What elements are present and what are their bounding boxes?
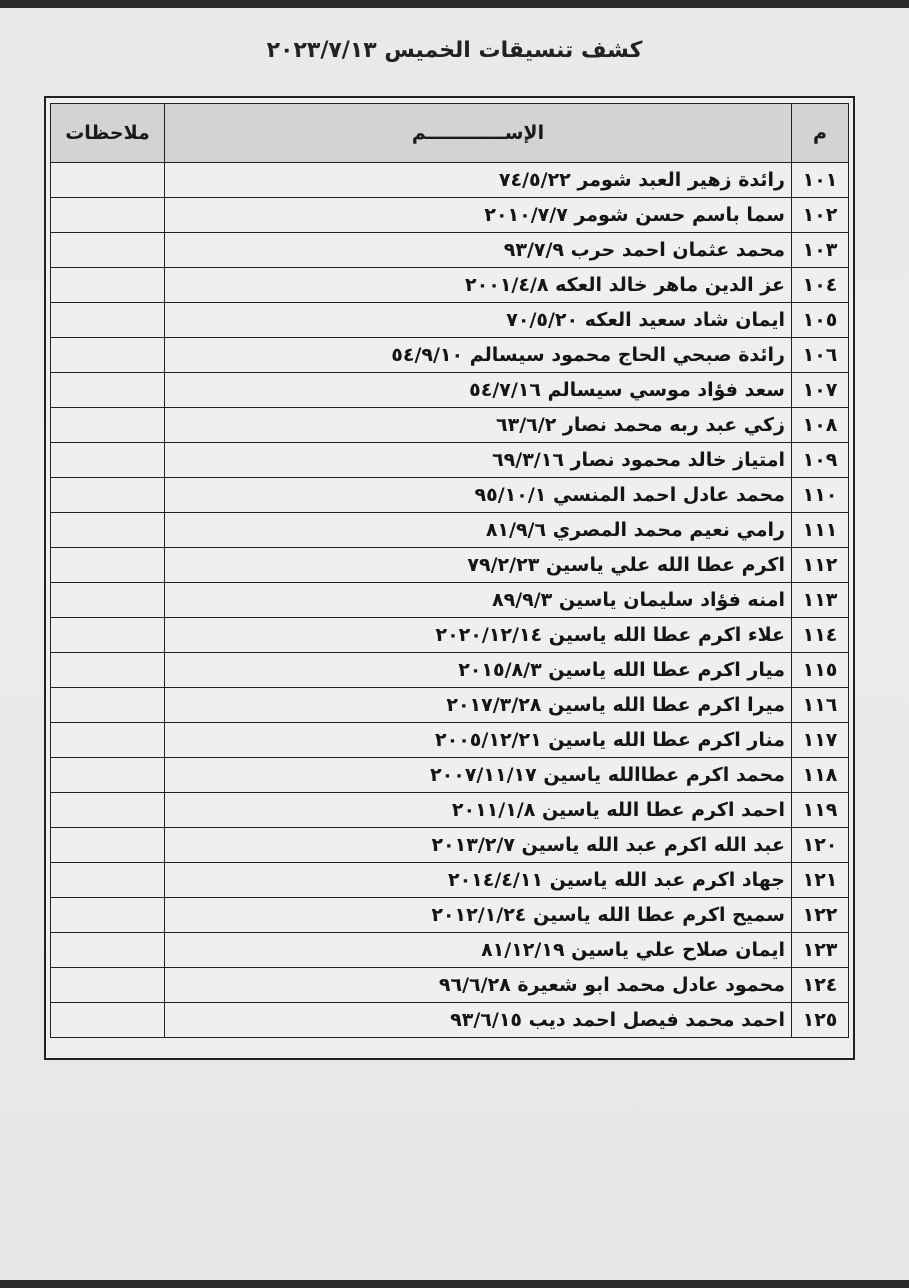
row-name-date: ايمان شاد سعيد العكه ٧٠/٥/٢٠ [165,303,792,338]
paper-page [0,8,909,1280]
row-notes [51,688,165,723]
table-row [51,793,849,828]
row-name-date: سميح اكرم عطا الله ياسين ٢٠١٢/١/٢٤ [165,898,792,933]
row-name-date: محمد عادل احمد المنسي ٩٥/١٠/١ [165,478,792,513]
table-row [51,758,849,793]
row-notes [51,723,165,758]
row-name-date: عبد الله اكرم عبد الله ياسين ٢٠١٣/٢/٧ [165,828,792,863]
row-number: ١١٩ [792,793,849,828]
table-row [51,653,849,688]
row-notes [51,828,165,863]
row-notes [51,1003,165,1038]
row-number: ١٢١ [792,863,849,898]
row-notes [51,338,165,373]
row-name-date: احمد محمد فيصل احمد ديب ٩٣/٦/١٥ [165,1003,792,1038]
row-name-date: سما باسم حسن شومر ٢٠١٠/٧/٧ [165,198,792,233]
table-row [51,338,849,373]
row-notes [51,548,165,583]
row-name-date: جهاد اكرم عبد الله ياسين ٢٠١٤/٤/١١ [165,863,792,898]
coordination-table [50,103,849,1038]
row-notes [51,373,165,408]
row-number: ١٢٢ [792,898,849,933]
table-row [51,373,849,408]
table-row [51,828,849,863]
row-name-date: رائدة صبحي الحاج محمود سيسالم ٥٤/٩/١٠ [165,338,792,373]
row-number: ١٠٨ [792,408,849,443]
table-row [51,863,849,898]
table-row [51,968,849,1003]
header-notes: ملاحظات [51,104,165,163]
table-header-row [51,104,849,163]
row-name-date: ايمان صلاح علي ياسين ٨١/١٢/١٩ [165,933,792,968]
row-name-date: اكرم عطا الله علي ياسين ٧٩/٢/٢٣ [165,548,792,583]
row-notes [51,198,165,233]
row-name-date: محمود عادل محمد ابو شعيرة ٩٦/٦/٢٨ [165,968,792,1003]
row-name-date: سعد فؤاد موسي سيسالم ٥٤/٧/١٦ [165,373,792,408]
row-name-date: امتياز خالد محمود نصار ٦٩/٣/١٦ [165,443,792,478]
row-number: ١٠٧ [792,373,849,408]
row-name-date: محمد عثمان احمد حرب ٩٣/٧/٩ [165,233,792,268]
row-notes [51,513,165,548]
row-notes [51,268,165,303]
row-number: ١٠٥ [792,303,849,338]
row-number: ١١١ [792,513,849,548]
row-number: ١١٣ [792,583,849,618]
document-title: كشف تنسيقات الخميس ٢٠٢٣/٧/١٣ [266,38,643,63]
row-name-date: زكي عبد ربه محمد نصار ٦٣/٦/٢ [165,408,792,443]
header-number: م [792,104,849,163]
blank-page-area [0,1068,909,1288]
row-name-date: عز الدين ماهر خالد العكه ٢٠٠١/٤/٨ [165,268,792,303]
table-row [51,303,849,338]
row-notes [51,583,165,618]
header-name: الإســــــــــــم [165,104,792,163]
row-name-date: ميرا اكرم عطا الله ياسين ٢٠١٧/٣/٢٨ [165,688,792,723]
row-notes [51,933,165,968]
row-name-date: منار اكرم عطا الله ياسين ٢٠٠٥/١٢/٢١ [165,723,792,758]
row-notes [51,233,165,268]
row-number: ١٠١ [792,163,849,198]
row-notes [51,408,165,443]
row-number: ١٢٣ [792,933,849,968]
table-row [51,513,849,548]
row-name-date: محمد اكرم عطاالله ياسين ٢٠٠٧/١١/١٧ [165,758,792,793]
row-number: ١١٠ [792,478,849,513]
row-name-date: رامي نعيم محمد المصري ٨١/٩/٦ [165,513,792,548]
row-name-date: رائدة زهير العبد شومر ٧٤/٥/٢٢ [165,163,792,198]
table-row [51,933,849,968]
row-number: ١٠٦ [792,338,849,373]
table-row [51,618,849,653]
row-notes [51,968,165,1003]
row-name-date: احمد اكرم عطا الله ياسين ٢٠١١/١/٨ [165,793,792,828]
row-notes [51,758,165,793]
table-row [51,723,849,758]
row-notes [51,303,165,338]
row-number: ١٠٣ [792,233,849,268]
table-row [51,268,849,303]
row-number: ١١٢ [792,548,849,583]
table-row [51,898,849,933]
row-notes [51,163,165,198]
row-notes [51,863,165,898]
table-row [51,548,849,583]
row-notes [51,478,165,513]
table-row [51,688,849,723]
row-notes [51,653,165,688]
table-row [51,1003,849,1038]
row-name-date: علاء اكرم عطا الله ياسين ٢٠٢٠/١٢/١٤ [165,618,792,653]
row-number: ١١٧ [792,723,849,758]
row-number: ١١٥ [792,653,849,688]
row-name-date: ميار اكرم عطا الله ياسين ٢٠١٥/٨/٣ [165,653,792,688]
row-number: ١٢٠ [792,828,849,863]
row-number: ١٠٢ [792,198,849,233]
row-number: ١٢٥ [792,1003,849,1038]
table-row [51,163,849,198]
row-number: ١١٤ [792,618,849,653]
row-notes [51,618,165,653]
table-row [51,583,849,618]
row-number: ١١٨ [792,758,849,793]
table-row [51,233,849,268]
row-name-date: امنه فؤاد سليمان ياسين ٨٩/٩/٣ [165,583,792,618]
table-body [51,163,849,1038]
table-row [51,478,849,513]
row-notes [51,898,165,933]
row-number: ١٠٩ [792,443,849,478]
table-row [51,408,849,443]
row-number: ١١٦ [792,688,849,723]
row-number: ١٢٤ [792,968,849,1003]
row-notes [51,793,165,828]
row-number: ١٠٤ [792,268,849,303]
table-row [51,198,849,233]
row-notes [51,443,165,478]
table-row [51,443,849,478]
